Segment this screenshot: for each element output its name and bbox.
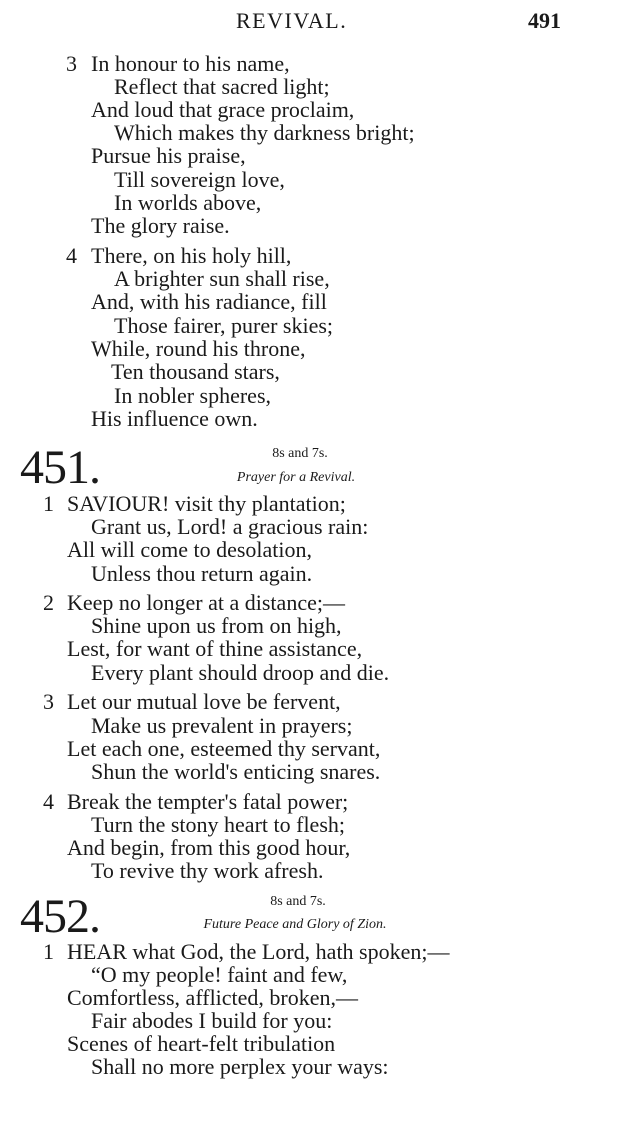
stanza-number: 1	[43, 491, 54, 516]
stanza-number: 4	[66, 243, 77, 268]
verse-line: All will come to desolation,	[67, 537, 313, 562]
verse-line: A brighter sun shall rise,	[114, 266, 330, 291]
verse-line: The glory raise.	[91, 213, 230, 238]
stanza-number: 4	[43, 789, 54, 814]
hymn-meter: 8s and 7s.	[272, 446, 328, 461]
verse-line: Make us prevalent in prayers;	[91, 713, 353, 738]
verse-line: SAVIOUR! visit thy plantation;	[67, 491, 346, 516]
verse-line: Shun the world's enticing snares.	[91, 759, 381, 784]
verse-line: Turn the stony heart to flesh;	[91, 812, 345, 837]
stanza-number: 2	[43, 590, 54, 615]
verse-line: In honour to his name,	[91, 51, 290, 76]
hymn-number: 452.	[20, 890, 100, 943]
hymn-subtitle: Future Peace and Glory of Zion.	[203, 917, 387, 932]
verse-line: Shine upon us from on high,	[91, 613, 342, 638]
verse-line: Scenes of heart-felt tribulation	[67, 1031, 336, 1056]
page-number: 491	[528, 8, 561, 33]
verse-line: Pursue his praise,	[91, 143, 246, 168]
verse-line: Grant us, Lord! a gracious rain:	[91, 514, 369, 539]
verse-line: Shall no more perplex your ways:	[91, 1054, 389, 1079]
running-header: REVIVAL.	[236, 8, 348, 33]
verse-line: Lest, for want of thine assistance,	[67, 636, 363, 661]
verse-line: And begin, from this good hour,	[67, 835, 351, 860]
verse-line: And, with his radiance, fill	[91, 289, 327, 314]
hymn-meter: 8s and 7s.	[270, 894, 326, 909]
verse-line: In worlds above,	[114, 190, 262, 215]
verse-line: Fair abodes I build for you:	[91, 1008, 333, 1033]
verse-line: Ten thousand stars,	[111, 359, 280, 384]
verse-line: Unless thou return again.	[91, 561, 313, 586]
verse-line: HEAR what God, the Lord, hath spoken;—	[67, 939, 450, 964]
verse-line: Let our mutual love be fervent,	[67, 689, 341, 714]
verse-line: While, round his throne,	[91, 336, 306, 361]
verse-line: And loud that grace proclaim,	[91, 97, 355, 122]
verse-line: In nobler spheres,	[114, 383, 272, 408]
hymn-number: 451.	[20, 441, 100, 494]
verse-line: “O my people! faint and few,	[91, 962, 348, 987]
verse-line: Break the tempter's fatal power;	[67, 789, 349, 814]
stanza-number: 3	[43, 689, 54, 714]
verse-line: Till sovereign love,	[114, 167, 285, 192]
stanza-number: 1	[43, 939, 54, 964]
verse-line: Those fairer, purer skies;	[114, 313, 334, 338]
verse-line: Keep no longer at a distance;—	[67, 590, 345, 615]
verse-line: There, on his holy hill,	[91, 243, 292, 268]
verse-line: Let each one, esteemed thy servant,	[67, 736, 381, 761]
verse-line: Reflect that sacred light;	[114, 74, 330, 99]
verse-line: Comfortless, afflicted, broken,—	[67, 985, 359, 1010]
verse-line: Which makes thy darkness bright;	[114, 120, 415, 145]
stanza-number: 3	[66, 51, 77, 76]
verse-line: To revive thy work afresh.	[91, 858, 324, 883]
hymn-subtitle: Prayer for a Revival.	[236, 470, 356, 485]
verse-line: Every plant should droop and die.	[91, 660, 390, 685]
verse-line: His influence own.	[91, 406, 258, 431]
